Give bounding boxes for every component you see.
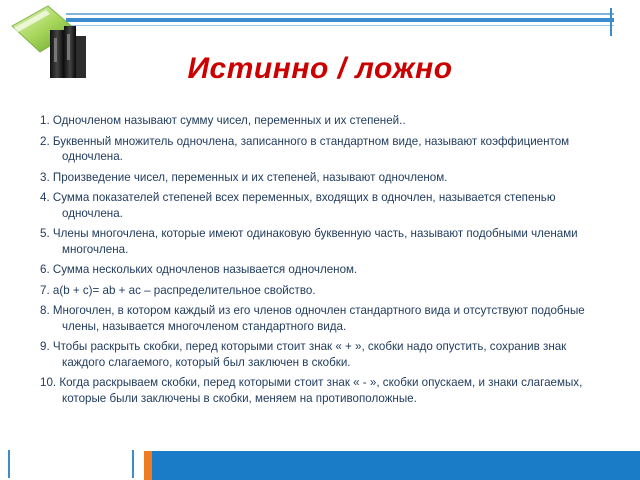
statement-item: 3. Произведение чисел, переменных и их степеней, называют одночленом. [40, 170, 448, 184]
bottom-orange-bar [144, 451, 152, 480]
statement-item: 1. Одночленом называют сумму чисел, переменных и их степеней.. [40, 114, 406, 127]
top-decorative-lines [66, 13, 614, 33]
statement-item: 10. Когда раскрываем скобки, перед которыми стоит знак « - », скобки опускаем, и знаки слагаемых, которые были заключены в скобки, меняем на противоположные. [40, 376, 583, 405]
bottom-left-decoration [0, 448, 140, 480]
statements-list [40, 113, 605, 411]
top-right-bar [610, 8, 612, 36]
statement-item: 8. Многочлен, в котором каждый из его членов одночлен стандартного вида и отсутствуют подобные члены, называется многочленом стандартного вида. [40, 304, 585, 333]
bottom-blue-bar [152, 451, 640, 480]
statement-item: 9. Чтобы раскрыть скобки, перед которыми стоит знак « + », скобки надо опустить, сохранив знак каждого слагаемого, который был заключен в скобки. [40, 340, 567, 369]
slide-title: Истинно / ложно [187, 52, 453, 85]
statement-item: 7. a(b + c)= ab + ac – распределительное свойство. [40, 283, 316, 297]
statement-item: 5. Члены многочлена, которые имеют одинаковую буквенную часть, называют подобными членами многочлена. [40, 227, 578, 256]
statement-item: 6. Сумма нескольких одночленов называется одночленом. [40, 263, 358, 276]
statement-item: 4. Сумма показателей степеней всех переменных, входящих в одночлен, называется степенью одночлена. [40, 191, 556, 220]
statement-item: 2. Буквенный множитель одночлена, записанного в стандартном виде, называют коэффициентом одночлена. [40, 134, 570, 163]
